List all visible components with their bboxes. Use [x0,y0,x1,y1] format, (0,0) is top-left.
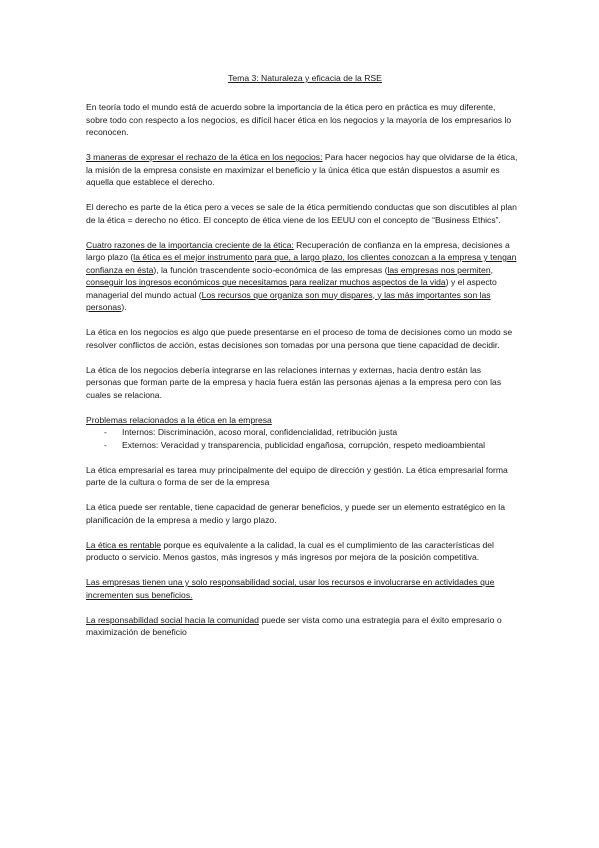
list-item [86,439,518,452]
rejection-text: Para hacer negocios hay que olvidarse de la ética, la misión de la empresa consiste en maximizar el beneficio y la única ética que están dispuestos a asumir es aquella que establece el derecho. [86,152,518,187]
problems-heading: Problemas relacionados a la ética en la empresa [86,414,272,425]
paragraph-decisions: La ética en los negocios es algo que puede presentarse en el proceso de toma de decisiones como un modo se resolver conflictos de acción, estas decisiones son tomadas por una persona que tiene capacidad de decidir. [86,327,513,350]
list-item-text: Internos: Discriminación, acoso moral, confidencialidad, retribución justa [122,427,398,437]
paragraph-intro: En teoría todo el mundo está de acuerdo sobre la importancia de la ética pero en práctica es muy diferente, sobre todo con respecto a los negocios, es difícil hacer ética en los negocios y la mayoría de los empresarios lo reconocen. [86,102,512,137]
reasons-text-3: ) y el aspecto managerial del mundo actual ( [86,277,497,300]
paragraph-rejection [86,151,518,189]
rejection-heading: 3 maneras de expresar el rechazo de la ética en los negocios: [86,152,323,162]
paragraph-relations: La ética de los negocios debería integrarse en las relaciones internas y externas, hacia dentro están las personas que forman parte de la empresa y hacia fuera están las personas ajenas a la empresa pero con las cuales se relaciona. [86,364,502,400]
paragraph-management: La ética empresarial es tarea muy principalmente del equipo de dirección y gestión. La ética empresarial forma parte de la cultura o forma de ser de la empresa [86,464,508,487]
paragraph-four-reasons [86,239,518,314]
paragraph-social-responsibility: Las empresas tienen una y solo responsabilidad social, usar los recursos e involucrarse en actividades que incrementen sus beneficios. [86,577,495,600]
document-title: Tema 3: Naturaleza y eficacia de la RSE [228,73,382,83]
list-item-text: Externos: Veracidad y transparencia, publicidad engañosa, corrupción, respeto medioambiental [122,439,486,450]
community-heading: La responsabilidad social hacia la comunidad [86,614,259,625]
reasons-text-1: Recuperación de confianza en la empresa, decisiones a largo plazo ( [86,239,510,262]
paragraph-profitable: La ética puede ser rentable, tiene capacidad de generar beneficios, y puede ser un elemento estratégico en la planificación de la empresa a medio y largo plazo. [86,502,505,525]
reasons-underline-1: la ética es el mejor instrumento para que, a largo plazo, los clientes conozcan a la empresa y tengan confianza en ésta [86,252,517,275]
quality-text: porque es equivalente a la calidad, la cual es el cumplimiento de las características del producto o servicio. Menos gastos, más ingresos y más ingresos por mejora de la posición competitiva. [86,539,494,562]
problems-list [86,426,518,451]
reasons-text-4: ). [121,302,127,312]
paragraph-quality [86,539,518,564]
reasons-underline-2: las empresas nos permiten, conseguir los ingresos económicos que necesitamos para realizar muchos aspectos de la vida [86,264,493,287]
reasons-underline-3: Los recursos que organiza son muy dispares, y las más importantes son las personas [86,289,491,312]
reasons-text-2: ), la función trascendente socio-económica de las empresas ( [153,264,388,275]
document-body [86,72,518,651]
reasons-heading: Cuatro razones de la importancia creciente de la ética: [86,239,294,250]
list-item [86,426,518,439]
bullet-dash: - [104,439,107,450]
community-text: puede ser vista como una estrategia para el éxito empresario o maximización de beneficio [86,614,502,637]
paragraph-law: El derecho es parte de la ética pero a veces se sale de la ética permitiendo conductas que son discutibles al plan de la ética = derecho no ético. El concepto de ética viene de los EEUU con el concepto de “Business Ethics”. [86,202,517,225]
bullet-dash: - [104,427,107,437]
paragraph-community [86,614,518,639]
quality-heading: La ética es rentable [86,539,162,550]
